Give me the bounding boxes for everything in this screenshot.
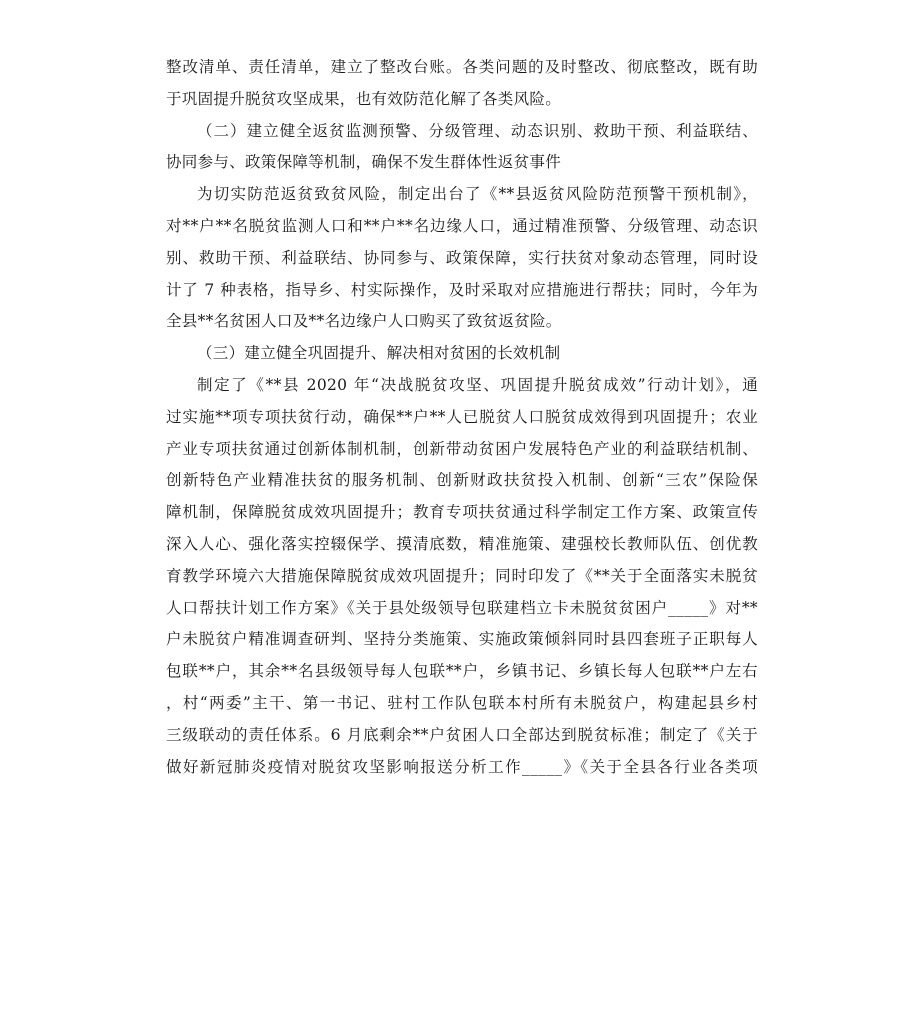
text-line: 深入人心、强化落实控辍保学、摸清底数，精准施策、建强校长教师队伍、创优教 bbox=[166, 534, 758, 553]
section-heading-continued: 协同参与、政策保障等机制，确保不发生群体性返贫事件 bbox=[166, 153, 562, 172]
section-heading: （二）建立健全返贫监测预警、分级管理、动态识别、救助干预、利益联结、 bbox=[197, 121, 758, 140]
text-line: ，村“两委”主干、第一书记、驻村工作队包联本村所有未脱贫户，构建起县乡村 bbox=[166, 693, 758, 712]
text-line: 为切实防范返贫致贫风险，制定出台了《**县返贫风险防范预警干预机制》， bbox=[197, 185, 758, 204]
text-line: 全县**名贫困人口及**名边缘户人口购买了致贫返贫险。 bbox=[166, 312, 562, 331]
text-line: 障机制，保障脱贫成效巩固提升；教育专项扶贫通过科学制定工作方案、政策宣传 bbox=[166, 503, 758, 522]
text-line: 制定了《**县 2020 年“决战脱贫攻坚、巩固提升脱贫成效”行动计划》，通 bbox=[197, 375, 758, 394]
text-line: 于巩固提升脱贫攻坚成果，也有效防范化解了各类风险。 bbox=[166, 89, 562, 108]
text-line: 别、救助干预、利益联结、协同参与、政策保障，实行扶贫对象动态管理，同时设 bbox=[166, 248, 758, 267]
section-heading: （三）建立健全巩固提升、解决相对贫困的长效机制 bbox=[197, 344, 561, 363]
text-line: 育教学环境六大措施保障脱贫成效巩固提升；同时印发了《**关于全面落实未脱贫 bbox=[166, 566, 758, 585]
text-line: 产业专项扶贫通过创新体制机制，创新带动贫困户发展特色产业的利益联结机制、 bbox=[166, 439, 758, 458]
text-line: 创新特色产业精准扶贫的服务机制、创新财政扶贫投入机制、创新“三农”保险保 bbox=[166, 471, 758, 490]
text-line: 包联**户，其余**名县级领导每人包联**户，乡镇书记、乡镇长每人包联**户左右 bbox=[166, 662, 758, 681]
text-line: 整改清单、责任清单，建立了整改台账。各类问题的及时整改、彻底整改，既有助 bbox=[166, 58, 758, 76]
text-line: 计了 7 种表格，指导乡、村实际操作，及时采取对应措施进行帮扶；同时，今年为 bbox=[166, 280, 758, 299]
text-line: 三级联动的责任体系。6 月底剩余**户贫困人口全部达到脱贫标准；制定了《关于 bbox=[166, 725, 758, 744]
text-line: 做好新冠肺炎疫情对脱贫攻坚影响报送分析工作_____》《关于全县各行业各类项 bbox=[166, 757, 758, 776]
text-line: 户未脱贫户精准调查研判、坚持分类施策、实施政策倾斜同时县四套班子正职每人 bbox=[166, 630, 758, 649]
text-line: 人口帮扶计划工作方案》《关于县处级领导包联建档立卡未脱贫贫困户_____》对** bbox=[166, 598, 758, 617]
document-body bbox=[166, 52, 758, 783]
text-line: 对**户**名脱贫监测人口和**户**名边缘人口，通过精准预警、分级管理、动态识 bbox=[166, 216, 758, 235]
text-line: 过实施**项专项扶贫行动，确保**户**人已脱贫人口脱贫成效得到巩固提升；农业 bbox=[166, 407, 758, 426]
